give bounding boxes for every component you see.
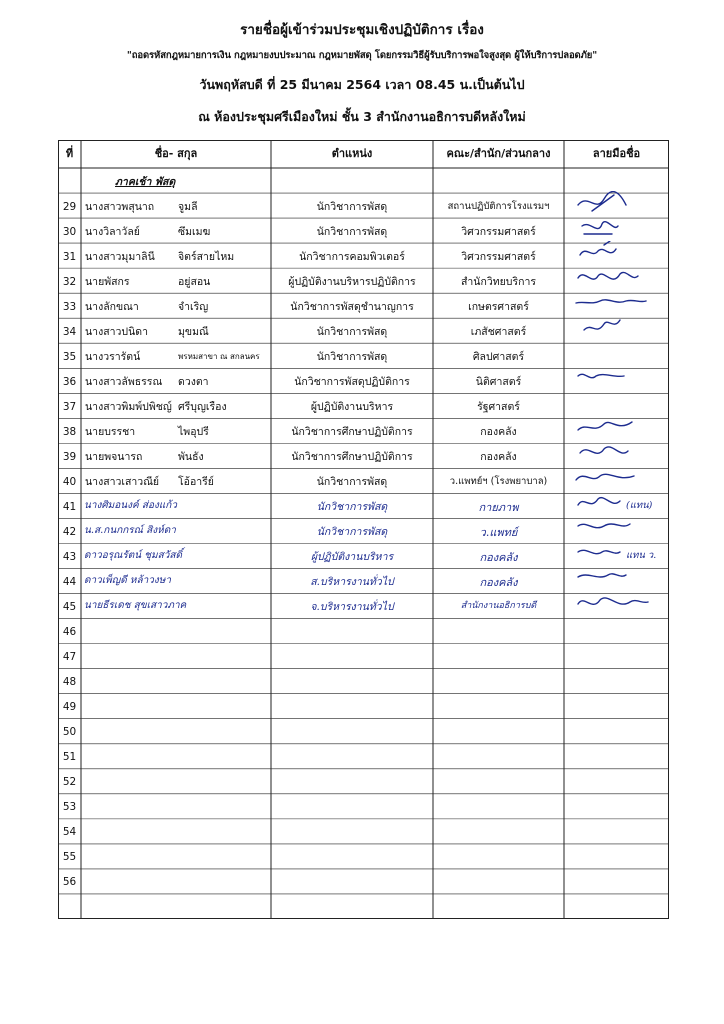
row-number: 32 — [62, 275, 77, 288]
signature-mark — [574, 441, 654, 467]
signature-mark — [574, 191, 654, 217]
column-header: ที่ — [65, 147, 74, 160]
row-number: 41 — [62, 500, 77, 513]
attendee-position: นักวิชาการศึกษาปฏิบัติการ — [291, 450, 413, 463]
attendee-surname: ไพอุปรี — [178, 425, 209, 438]
handwritten-unit: กองคลัง — [479, 576, 518, 590]
attendee-position: นักวิชาการคอมพิวเตอร์ — [299, 250, 405, 263]
handwritten-unit: ว.แพทย์ — [479, 525, 518, 539]
handwritten-name: นางศิมอนงค์ ส่องแก้ว — [84, 499, 177, 511]
signature-mark — [574, 567, 654, 593]
row-number: 31 — [62, 250, 77, 263]
row-number: 47 — [62, 651, 77, 664]
row-number: 49 — [62, 701, 77, 714]
signature-mark — [574, 216, 654, 242]
attendee-name: นางสาวพสุนาถ — [85, 200, 155, 213]
handwritten-position: จ.บริหารงานทั่วไป — [310, 601, 394, 614]
row-number: 44 — [62, 576, 77, 589]
attendee-name: นายพัสกร — [85, 275, 130, 288]
signature-mark — [574, 491, 654, 517]
handwritten-position: นักวิชาการพัสดุ — [316, 525, 388, 538]
attendee-name: นางวรารัตน์ — [85, 350, 141, 363]
attendee-position: นักวิชาการพัสดุ — [316, 200, 388, 213]
attendee-name: นางสาวปนิดา — [85, 325, 148, 338]
attendee-position: นักวิชาการพัสดุชำนาญการ — [290, 300, 414, 313]
row-number: 52 — [62, 776, 77, 789]
attendee-position: นักวิชาการศึกษาปฏิบัติการ — [291, 425, 413, 438]
attendee-surname: จิตร์สายไหม — [178, 250, 235, 263]
attendance-table — [58, 140, 669, 919]
attendee-surname: พรหมสาขา ณ สกลนคร — [178, 351, 260, 361]
attendee-unit: วิศวกรรมศาสตร์ — [461, 225, 536, 238]
row-number: 38 — [62, 425, 77, 438]
attendee-name: นางสาวพิมพ์ปพิชญ์ — [85, 400, 172, 413]
handwritten-name: ดาวเพ็ญดี หล้าวงษา — [84, 575, 171, 587]
row-number: 34 — [62, 325, 77, 338]
attendee-unit: ศิลปศาสตร์ — [472, 350, 525, 363]
row-number: 51 — [62, 751, 77, 764]
row-number: 55 — [62, 851, 77, 864]
attendee-position: นักวิชาการพัสดุ — [316, 350, 388, 363]
attendee-name: นายพจนารถ — [85, 450, 143, 463]
meeting-venue: ณ ห้องประชุมศรีเมืองใหม่ ชั้น 3 สำนักงานอธิการบดีหลังใหม่ — [198, 109, 526, 124]
row-number: 40 — [62, 475, 77, 488]
handwritten-position: นักวิชาการพัสดุ — [316, 500, 388, 513]
signature-mark — [574, 241, 654, 267]
attendee-name: นางวิลาวัลย์ — [85, 225, 140, 238]
row-number: 56 — [62, 876, 77, 889]
attendee-surname: จำเริญ — [178, 300, 209, 313]
attendee-unit: นิติศาสตร์ — [475, 375, 522, 388]
attendee-name: นางสาวเสาวณีย์ — [85, 475, 160, 488]
attendee-name: นางสาวมุมาลินี — [85, 250, 155, 263]
attendee-unit: สถานปฏิบัติการโรงแรมฯ — [447, 200, 550, 212]
attendee-surname: จูมลี — [178, 200, 198, 213]
handwritten-position: ผู้ปฏิบัติงานบริหาร — [310, 551, 394, 564]
handwritten-unit: กองคลัง — [479, 551, 518, 565]
attendee-position: นักวิชาการพัสดุ — [316, 225, 388, 238]
handwritten-unit: กายภาพ — [478, 500, 519, 514]
attendee-position: นักวิชาการพัสดุ — [316, 325, 388, 338]
attendee-position: นักวิชาการพัสดุ — [316, 475, 388, 488]
handwritten-name: ดาวอรุณรัตน์ ชุมสวัสดิ์ — [84, 550, 182, 562]
attendee-name: นายบรรชา — [85, 425, 136, 438]
attendee-unit: กองคลัง — [480, 450, 517, 463]
attendee-position: ผู้ปฏิบัติงานบริหาร — [310, 400, 394, 413]
attendee-unit: เกษตรศาสตร์ — [468, 300, 529, 313]
attendee-surname: พันธัง — [178, 450, 204, 463]
meeting-subject: "ถอดรหัสกฎหมายการเงิน กฎหมายงบประมาณ กฎหมายพัสดุ โดยกรรมวิธีผู้รับบริการพอใจสูงสุด ผู้ให้บริการปลอดภัย" — [126, 50, 598, 61]
attendee-surname: โอ้อารีย์ — [178, 475, 214, 488]
signature-mark — [574, 316, 654, 342]
attendee-surname: ดวงตา — [178, 375, 209, 388]
attendee-unit: รัฐศาสตร์ — [477, 400, 520, 413]
handwritten-unit: สำนักงานอธิการบดี — [460, 601, 537, 612]
signature-mark — [574, 291, 654, 317]
handwritten-name: น.ส.กนกกรณ์ สิงห์ดา — [84, 524, 176, 536]
attendee-unit: สำนักวิทยบริการ — [460, 275, 536, 288]
row-number: 46 — [62, 626, 77, 639]
attendee-surname: อยู่สอน — [178, 275, 211, 288]
row-number: 33 — [62, 300, 77, 313]
row-number: 36 — [62, 375, 77, 388]
row-number: 53 — [62, 801, 77, 814]
attendee-name: นางลักขณา — [85, 300, 139, 313]
attendee-name: นางสาวลัพธรรณ — [85, 375, 163, 388]
signature-mark — [574, 266, 654, 292]
column-header: ตำแหน่ง — [331, 147, 373, 160]
section-label: ภาคเช้า พัสดุ — [115, 175, 176, 188]
row-number: 50 — [62, 726, 77, 739]
row-number: 39 — [62, 450, 77, 463]
row-number: 42 — [62, 525, 77, 538]
column-header: ชื่อ- สกุล — [154, 147, 198, 160]
row-number: 54 — [62, 826, 77, 839]
signature-mark — [574, 516, 654, 542]
handwritten-name: นายธีรเดช สุขเสาวภาค — [84, 600, 187, 612]
document-title: รายชื่อผู้เข้าร่วมประชุมเชิงปฏิบัติการ เรื่อง — [240, 22, 484, 38]
handwritten-position: ส.บริหารงานทั่วไป — [310, 576, 394, 589]
attendee-surname: ซึมเมฆ — [178, 225, 211, 238]
attendee-position: ผู้ปฏิบัติงานบริหารปฏิบัติการ — [288, 275, 416, 288]
row-number: 35 — [62, 350, 77, 363]
attendee-surname: ศรีบุญเรือง — [178, 400, 227, 413]
signature-mark — [574, 542, 657, 568]
attendee-unit: วิศวกรรมศาสตร์ — [461, 250, 536, 263]
handwritten-note: (แทน) — [626, 499, 653, 511]
row-number: 43 — [62, 551, 77, 564]
attendee-unit: กองคลัง — [480, 425, 517, 438]
meeting-date: วันพฤหัสบดี ที่ 25 มีนาคม 2564 เวลา 08.45 น.เป็นต้นไป — [199, 77, 525, 92]
signature-mark — [574, 592, 654, 618]
handwritten-note: แทน ว. — [626, 550, 657, 562]
row-number: 48 — [62, 676, 77, 689]
row-number: 45 — [62, 601, 77, 614]
signature-mark — [574, 466, 654, 492]
signature-mark — [574, 416, 654, 442]
column-header: คณะ/สำนัก/ส่วนกลาง — [446, 147, 551, 160]
row-number: 30 — [62, 225, 77, 238]
row-number: 37 — [62, 400, 77, 413]
attendee-unit: ว.แพทย์ฯ (โรงพยาบาล) — [449, 475, 548, 487]
signature-mark — [574, 366, 654, 392]
attendee-surname: มุขมณี — [178, 325, 209, 338]
column-header: ลายมือชื่อ — [592, 147, 641, 160]
attendee-position: นักวิชาการพัสดุปฏิบัติการ — [294, 375, 410, 388]
attendee-unit: เภสัชศาสตร์ — [470, 325, 527, 338]
row-number: 29 — [62, 200, 77, 213]
